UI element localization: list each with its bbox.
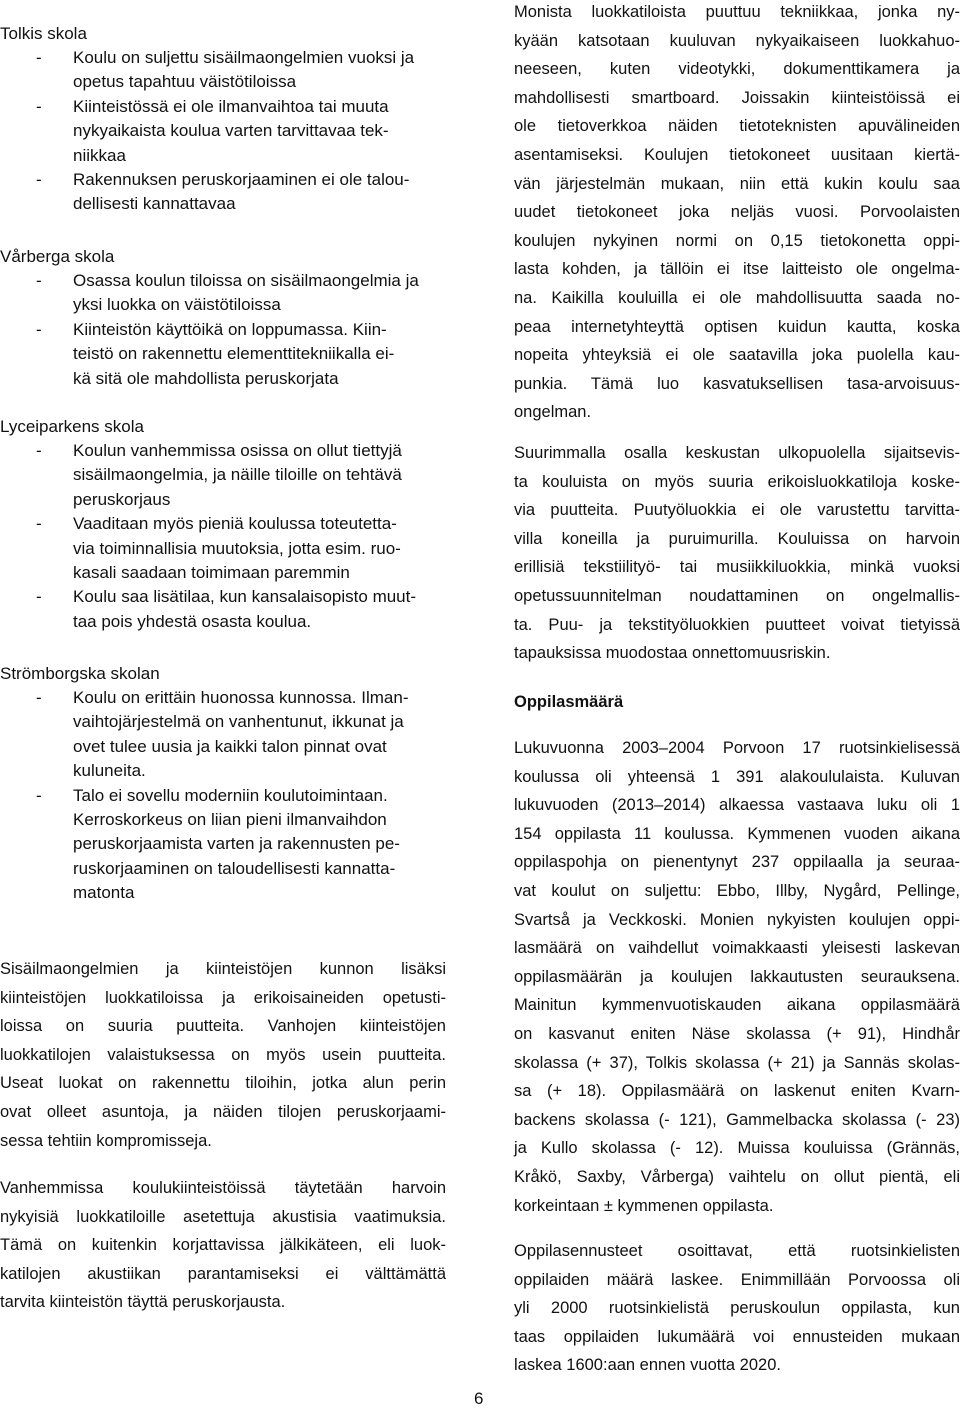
page-number: 6 [474, 1389, 484, 1408]
text-line: erillisiä tekstiilityö- tai musiikkiluokkia, minkä vuoksi [514, 558, 960, 577]
bullet-list [0, 46, 446, 217]
text-line: yli 2000 ruotsinkielistä peruskoulun oppilasta, kun [514, 1299, 960, 1318]
text-line: kiinteistöjen luokkatiloissa ja erikoisaineiden opetusti- [0, 988, 446, 1007]
text-line: oppilasmäärän ja koulujen lakkautusten seurauksena. [514, 967, 960, 986]
text-line: korkeintaan ± kymmenen oppilasta. [514, 1196, 774, 1215]
school-title: Strömborgska skolan [0, 664, 160, 683]
bullet-item [0, 168, 446, 217]
text-line: Oppilasennusteet osoittavat, että ruotsinkielisten [514, 1242, 960, 1260]
dash-marker: - [36, 48, 42, 67]
bullet-item [0, 686, 446, 784]
text-line: koulussa oli yhteensä 1 391 alakoululaista. Kuluvan [514, 767, 960, 786]
school-lyceiparken [0, 415, 446, 634]
paragraph-technology [514, 0, 960, 427]
text-line: uudet tietokoneet joka neljäs vuosi. Porvoolaisten [514, 203, 960, 222]
bullet-line: Vaaditaan myös pieniä koulussa toteutetta- [73, 514, 397, 534]
text-line: Monista luokkatiloista puuttuu tekniikkaa, jonka ny- [514, 3, 960, 21]
dash-marker: - [36, 441, 42, 460]
text-line: Vanhemmissa koulukiinteistöissä täytetään harvoin [0, 1179, 446, 1197]
school-title: Lyceiparkens skola [0, 417, 144, 436]
bullet-line: opetus tapahtuu väistötiloissa [73, 72, 297, 92]
text-line: vat koulut on suljettu: Ebbo, Illby, Nygård, Pellinge, [514, 881, 960, 900]
text-line: luokkatilojen valaistuksessa on myös usein puutteita. [0, 1045, 446, 1064]
text-line: oppilaiden määrä laskee. Enimmillään Porvoossa oli [514, 1270, 960, 1289]
bullet-line: ruskorjaaminen on taloudellisesti kannatta- [73, 858, 396, 878]
bullet-item [0, 318, 446, 391]
bullet-line: yksi luokka on väistötiloissa [73, 295, 281, 315]
text-line: Kråkö, Saxby, Vårberga) vaihtelu on ollut pientä, eli [514, 1167, 960, 1186]
dash-marker: - [36, 587, 42, 607]
text-line: sessa tehtiin kompromisseja. [0, 1131, 212, 1150]
bullet-line: taa pois yhdestä osasta koulua. [73, 611, 312, 631]
text-line: 154 oppilasta 11 koulussa. Kymmenen vuoden aikana [514, 824, 960, 843]
text-line: skolassa (+ 37), Tolkis skolassa (+ 21) ja Sannäs skolas- [514, 1053, 960, 1072]
bullet-item [0, 439, 446, 512]
dash-marker: - [36, 688, 42, 707]
school-title: Tolkis skola [0, 24, 87, 43]
dash-marker: - [36, 514, 42, 534]
text-line: Useat luokat on rakennettu tiloihin, jotka alun perin [0, 1074, 446, 1093]
bullet-line: Kiinteistön käyttöikä on loppumassa. Kiin- [73, 319, 387, 339]
text-line: vän järjestelmän mukaan, niin että kukin koulu saa [514, 174, 960, 193]
bullet-item [0, 784, 446, 906]
school-varberga [0, 245, 446, 391]
bullet-line: Talo ei sovellu moderniin koulutoimintaan. [73, 785, 388, 805]
paragraph-student-numbers [514, 734, 960, 1220]
paragraph-acoustics [0, 1174, 446, 1317]
bullet-line: kuluneita. [73, 761, 146, 781]
bullet-line: nykyaikaista koulua varten tarvittavaa tek- [73, 121, 389, 141]
text-line: Suurimmalla osalla keskustan ulkopuolella sijaitsevis- [514, 444, 960, 462]
text-line: opetussuunnitelman noudattaminen on ongelmallis- [514, 586, 960, 605]
text-line: Svartså ja Veckkoski. Monien nykyisten koulujen oppi- [514, 910, 960, 929]
text-line: mahdollisesti smartboard. Joissakin kiinteistöissä ei [514, 88, 960, 107]
bullet-line: via toiminnallisia muutoksia, jotta esim. ruo- [73, 538, 401, 558]
text-line: asentamiseksi. Koulujen tietokoneet uusitaan kiertä- [514, 145, 960, 164]
text-line: ongelman. [514, 403, 592, 422]
text-line: na. Kaikilla kouluilla ei ole mahdollisuutta saada no- [514, 288, 960, 307]
bullet-line: Kiinteistössä ei ole ilmanvaihtoa tai muuta [73, 96, 389, 116]
text-line: kyään katsotaan kuuluvan nykyaikaiseen luokkahuo- [514, 31, 960, 50]
school-tolkis [0, 22, 446, 217]
paragraph-forecast [514, 1237, 960, 1380]
dash-marker: - [36, 785, 42, 805]
text-line: sa (+ 18). Oppilasmäärä on laskenut eniten Kvarn- [514, 1082, 960, 1101]
text-line: peaa internetyhteyttä optisen kuidun kautta, koska [514, 317, 960, 336]
text-line: neeseen, kuten videotykki, dokumenttikamera ja [514, 60, 960, 79]
text-line: ovat olleet asuntoja, ja näiden tilojen peruskorjaami- [0, 1102, 446, 1121]
bullet-list [0, 269, 446, 391]
bullet-item [0, 269, 446, 318]
bullet-line: Koulun vanhemmissa osissa on ollut tiettyjä [73, 441, 402, 460]
text-line: tarvita kiinteistön täyttä peruskorjausta. [0, 1293, 286, 1312]
bullet-line: kä sitä ole mahdollista peruskorjata [73, 368, 339, 388]
text-line: lasmäärä on vaihdellut voimakkaasti yleisesti laskevan [514, 939, 960, 958]
text-line: Mainitun kymmenvuotiskauden aikana oppilasmäärä [514, 996, 960, 1015]
text-line: koulujen nykyinen normi on 0,15 tietokonetta oppi- [514, 231, 960, 250]
bullet-line: ovet tulee uusia ja kaikki talon pinnat ovat [73, 736, 387, 756]
paragraph-indoor-air [0, 955, 446, 1155]
bullet-line: Kerroskorkeus on liian pieni ilmanvaihdon [73, 810, 387, 830]
bullet-item [0, 46, 446, 95]
bullet-item [0, 512, 446, 585]
text-line: lukuvuoden (2013–2014) alkaessa vastaava luku oli 1 [514, 796, 960, 815]
text-line: lasta kohden, ja tällöin ei itse laitteisto ole ongelma- [514, 260, 960, 279]
text-line: backens skolassa (- 121), Gammelbacka skolassa (- 23) [514, 1110, 960, 1129]
bullet-line: kasali saadaan toimimaan paremmin [73, 563, 350, 583]
text-line: oppilaspohja on pienentynyt 237 oppilaalla ja seuraa- [514, 853, 960, 872]
bullet-line: niikkaa [73, 145, 126, 165]
bullet-line: vaihtojärjestelmä on vanhentunut, ikkunat ja [73, 712, 404, 732]
text-line: ta kouluista on myös suuria erikoisluokkatiloja koske- [514, 472, 960, 491]
text-line: tapauksissa muodostaa onnettomuusriskin. [514, 644, 831, 663]
text-line: nykyisiä luokkatiloille asetettuja akustisia vaatimuksia. [0, 1207, 446, 1226]
text-line: on kasvanut eniten Näse skolassa (+ 91), Hindhår [514, 1024, 960, 1043]
bullet-line: peruskorjaus [73, 489, 171, 509]
dash-marker: - [36, 319, 42, 339]
bullet-line: teistö on rakennettu elementtitekniikalla ei- [73, 344, 395, 364]
text-line: via puutteita. Puutyöluokkia ei ole varustettu tarvitta- [514, 501, 960, 520]
bullet-item [0, 95, 446, 168]
paragraph-special-classrooms [514, 439, 960, 668]
text-line: ta. Puu- ja tekstityöluokkien puutteet voivat tietyissä [514, 615, 960, 634]
school-stromborgska [0, 662, 446, 906]
bullet-line: peruskorjaamista varten ja rakennusten pe- [73, 834, 400, 854]
text-line: ole tietoverkkoa näiden tietoteknisten apuvälineiden [514, 117, 960, 136]
bullet-line: dellisesti kannattavaa [73, 194, 236, 214]
bullet-line: Koulu on erittäin huonossa kunnossa. Ilman- [73, 688, 409, 707]
text-line: punkia. Tämä luo kasvatuksellisen tasa-arvoisuus- [514, 374, 960, 393]
bullet-line: Osassa koulun tiloissa on sisäilmaongelmia ja [73, 271, 419, 290]
section-heading: Oppilasmäärä [514, 693, 624, 711]
text-line: nopeita yhteyksiä ei ole saatavilla joka puolella kau- [514, 346, 960, 365]
text-line: ja Kullo skolassa (- 12). Muissa kouluissa (Grännäs, [514, 1139, 960, 1158]
school-title: Vårberga skola [0, 247, 115, 266]
bullet-line: Koulu saa lisätilaa, kun kansalaisopisto muut- [73, 587, 417, 607]
bullet-list [0, 439, 446, 634]
dash-marker: - [36, 96, 42, 116]
dash-marker: - [36, 170, 42, 190]
bullet-list [0, 686, 446, 906]
bullet-line: Rakennuksen peruskorjaaminen ei ole talou- [73, 170, 410, 190]
text-line: loissa on suuria puutteita. Vanhojen kiinteistöjen [0, 1017, 446, 1036]
dash-marker: - [36, 271, 42, 290]
bullet-item [0, 585, 446, 634]
bullet-line: matonta [73, 883, 135, 903]
text-line: taas oppilaiden lukumäärä voi ennusteiden mukaan [514, 1327, 960, 1346]
bullet-line: Koulu on suljettu sisäilmaongelmien vuoksi ja [73, 48, 415, 67]
bullet-line: sisäilmaongelmia, ja näille tiloille on tehtävä [73, 465, 402, 485]
text-line: laskea 1600:aan ennen vuotta 2020. [514, 1356, 781, 1375]
text-line: katilojen akustiikan parantamiseksi ei välttämättä [0, 1264, 446, 1283]
text-line: Lukuvuonna 2003–2004 Porvoon 17 ruotsinkielisessä [514, 739, 960, 757]
text-line: villa koneilla ja puruimurilla. Kouluissa on harvoin [514, 529, 960, 548]
text-line: Tämä on kuitenkin korjattavissa jälkikäteen, eli luok- [0, 1236, 446, 1255]
text-line: Sisäilmaongelmien ja kiinteistöjen kunnon lisäksi [0, 960, 446, 978]
